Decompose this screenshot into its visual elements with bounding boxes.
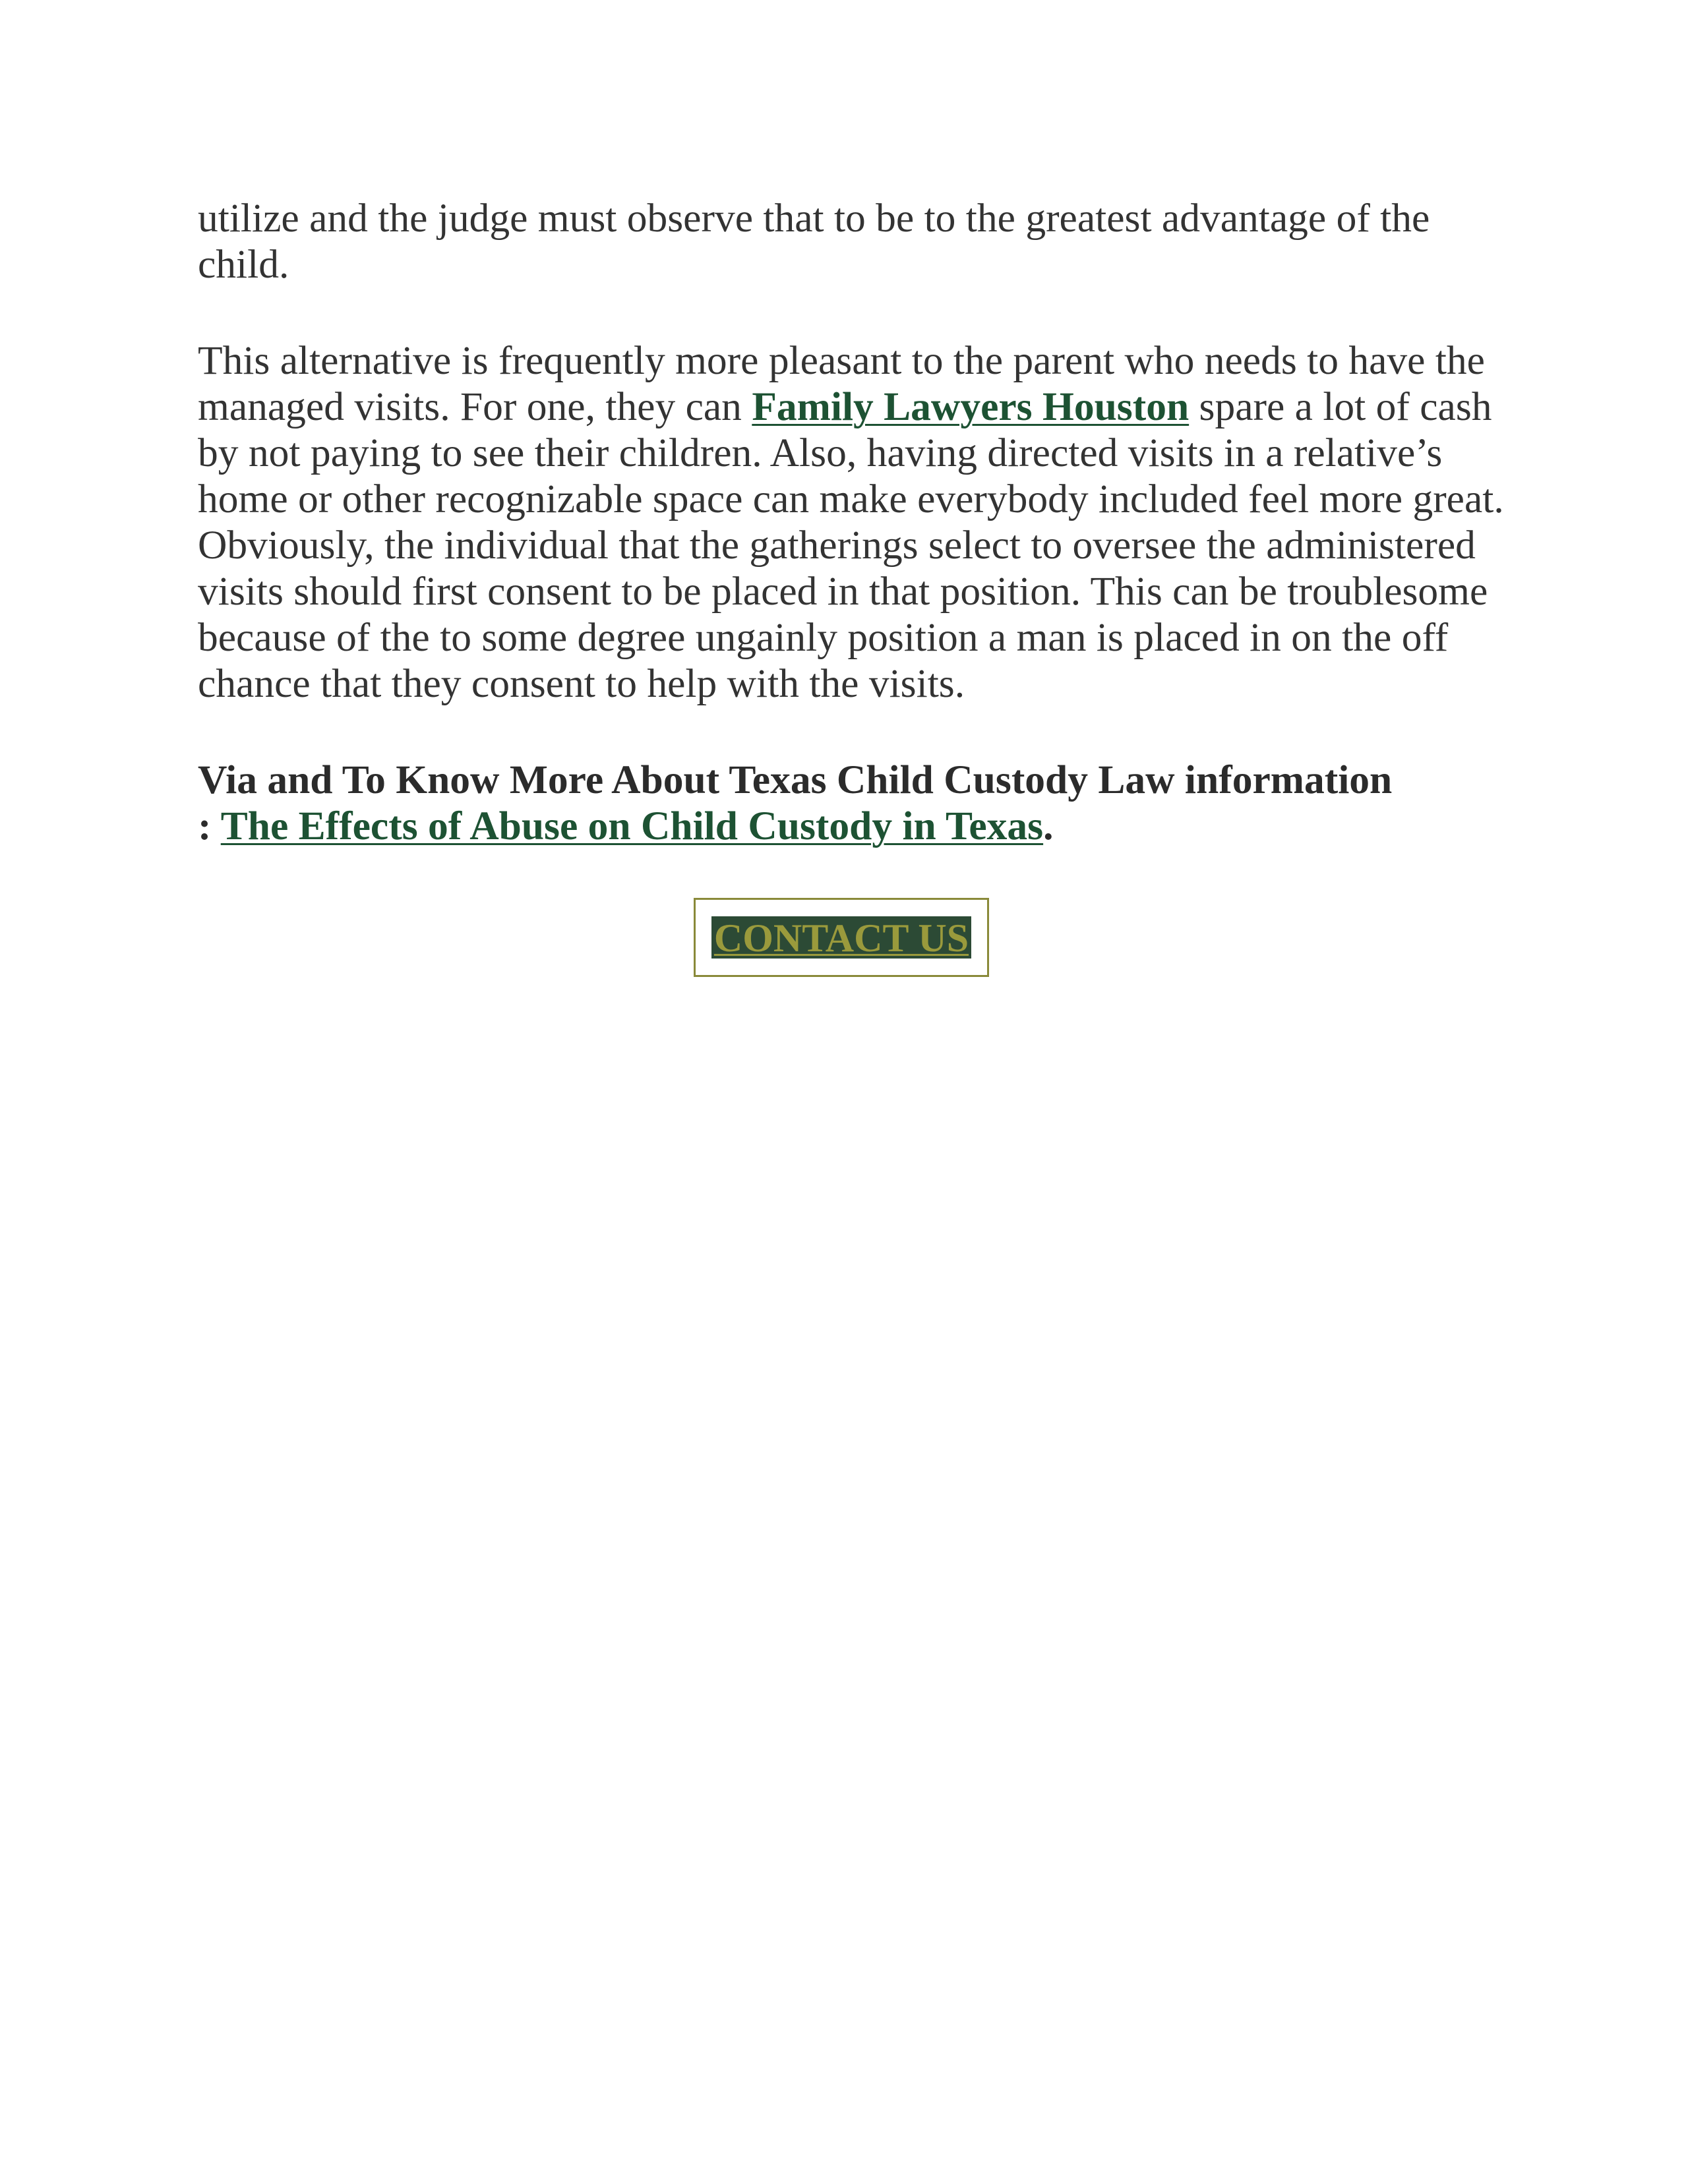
- contact-us-button[interactable]: CONTACT US: [711, 916, 971, 959]
- text-line: by not paying to see their children. Also, having directed visits in a relative’s: [198, 430, 1443, 475]
- effects-of-abuse-link[interactable]: The Effects of Abuse on Child Custody in Texas: [220, 804, 1044, 848]
- text-line: utilize and the judge must observe that to be to the greatest advantage of the: [198, 196, 1430, 241]
- text-line: visits should first consent to be placed in that position. This can be troublesome: [198, 569, 1488, 614]
- text-line: child.: [198, 242, 289, 287]
- family-lawyers-houston-link[interactable]: Family Lawyers Houston: [752, 384, 1190, 429]
- contact-us-frame: [694, 898, 989, 977]
- text-line: This alternative is frequently more pleasant to the parent who needs to have the: [198, 338, 1485, 383]
- text-line: home or other recognizable space can make everybody included feel more great.: [198, 477, 1504, 521]
- text-line: because of the to some degree ungainly position a man is placed in on the off: [198, 615, 1449, 660]
- text-fragment: managed visits. For one, they can: [198, 384, 752, 429]
- paragraph-alternative: [198, 338, 1503, 707]
- via-prefix: :: [198, 804, 221, 848]
- via-paragraph: [198, 757, 1503, 849]
- text-line: Obviously, the individual that the gatherings select to oversee the administered: [198, 523, 1476, 568]
- text-fragment: spare a lot of cash: [1189, 384, 1492, 429]
- via-link-line: [198, 803, 1503, 849]
- via-heading-line: Via and To Know More About Texas Child Custody Law information: [198, 757, 1393, 802]
- via-suffix: .: [1043, 804, 1054, 848]
- text-line-with-link: [198, 384, 1503, 430]
- text-line: chance that they consent to help with the visits.: [198, 661, 965, 706]
- paragraph-judge: [198, 195, 1503, 287]
- document-page: [198, 195, 1503, 849]
